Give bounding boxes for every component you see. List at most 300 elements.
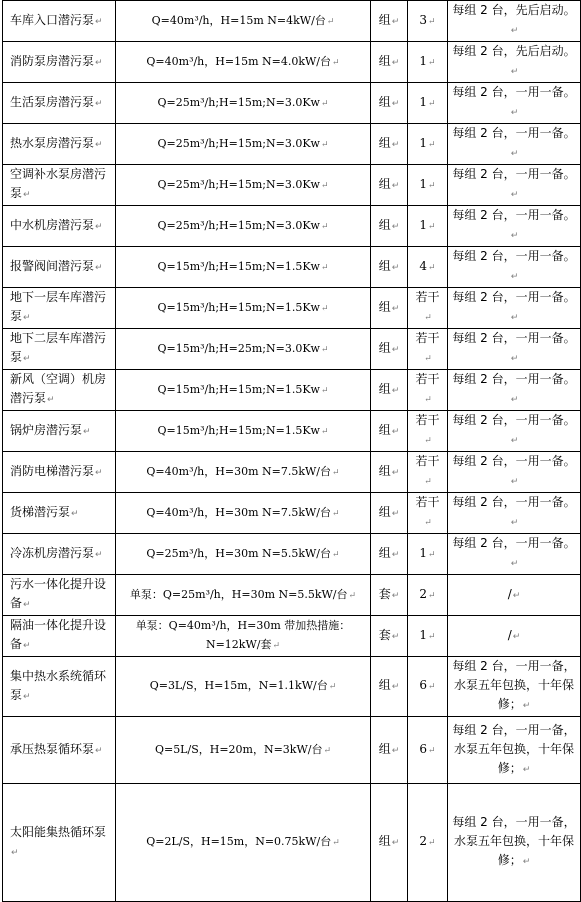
quantity-text: 1 <box>419 627 428 642</box>
table-row <box>3 411 581 452</box>
unit-text: 组 <box>378 463 391 478</box>
paragraph-mark-icon: ↵ <box>510 149 519 159</box>
paragraph-mark-icon: ↵ <box>424 395 432 405</box>
paragraph-mark-icon: ↵ <box>326 16 335 27</box>
paragraph-mark-icon: ↵ <box>510 231 519 241</box>
paragraph-mark-icon: ↵ <box>391 344 400 355</box>
remark-cell <box>448 329 581 370</box>
paragraph-mark-icon: ↵ <box>428 57 436 68</box>
spec-text: Q=5L/S，H=20m，N=3kW/台 <box>154 742 323 756</box>
unit-text: 组 <box>378 217 391 232</box>
paragraph-mark-icon: ↵ <box>71 508 79 519</box>
paragraph-mark-icon: ↵ <box>428 221 436 232</box>
equipment-name-text: 报警阀间潜污泵 <box>10 258 95 273</box>
paragraph-mark-icon: ↵ <box>510 477 519 487</box>
paragraph-mark-icon: ↵ <box>510 190 519 200</box>
paragraph-mark-icon: ↵ <box>95 221 103 232</box>
spec-cell <box>116 42 371 83</box>
paragraph-mark-icon: ↵ <box>428 682 436 692</box>
paragraph-mark-icon: ↵ <box>428 262 436 273</box>
spec-cell <box>116 329 371 370</box>
unit-cell <box>371 575 408 616</box>
spec-text: Q=15m³/h;H=15m;N=1.5Kw <box>157 423 320 437</box>
spec-text: Q=2L/S，H=15m，N=0.75kW/台 <box>146 835 332 848</box>
remark-cell <box>448 575 581 616</box>
paragraph-mark-icon: ↵ <box>332 508 340 519</box>
paragraph-mark-icon: ↵ <box>510 559 519 569</box>
paragraph-mark-icon: ↵ <box>332 549 340 560</box>
table-row <box>3 288 581 329</box>
quantity-cell <box>408 370 448 411</box>
equipment-name-cell <box>3 616 116 657</box>
equipment-name-text: 集中热水系统循环泵 <box>10 668 107 702</box>
spec-text: Q=15m³/h;H=15m;N=1.5Kw <box>157 300 320 314</box>
paragraph-mark-icon: ↵ <box>510 518 519 528</box>
unit-cell <box>371 657 408 717</box>
paragraph-mark-icon: ↵ <box>391 221 400 232</box>
paragraph-mark-icon: ↵ <box>391 682 400 692</box>
unit-cell <box>371 165 408 206</box>
unit-cell <box>371 370 408 411</box>
table-row <box>3 1 581 42</box>
paragraph-mark-icon: ↵ <box>391 549 400 560</box>
table-row <box>3 42 581 83</box>
equipment-name-text: 锅炉房潜污泵 <box>10 422 83 437</box>
equipment-name-text: 承压热泵循环泵 <box>10 741 95 756</box>
equipment-name-text: 中水机房潜污泵 <box>10 217 95 232</box>
spec-text: Q=40m³/h，H=30m N=7.5kW/台 <box>146 464 332 478</box>
paragraph-mark-icon: ↵ <box>424 354 432 364</box>
remark-cell <box>448 534 581 575</box>
equipment-name-cell <box>3 493 116 534</box>
equipment-name-cell <box>3 329 116 370</box>
quantity-text: 2 <box>419 834 428 848</box>
paragraph-mark-icon: ↵ <box>391 16 400 27</box>
quantity-text: 2 <box>419 586 428 601</box>
spec-cell <box>116 575 371 616</box>
equipment-name-text: 生活泵房潜污泵 <box>10 94 95 109</box>
paragraph-mark-icon: ↵ <box>47 395 55 405</box>
equipment-name-cell <box>3 247 116 288</box>
table-row <box>3 616 581 657</box>
remark-text: / <box>507 627 512 642</box>
paragraph-mark-icon: ↵ <box>95 262 103 273</box>
paragraph-mark-icon: ↵ <box>510 395 519 405</box>
unit-cell <box>371 717 408 784</box>
unit-cell <box>371 83 408 124</box>
table-row <box>3 206 581 247</box>
table-row <box>3 452 581 493</box>
equipment-name-cell <box>3 124 116 165</box>
paragraph-mark-icon: ↵ <box>510 354 519 364</box>
paragraph-mark-icon: ↵ <box>320 385 329 396</box>
equipment-name-text: 冷冻机房潜污泵 <box>10 545 95 560</box>
spec-cell <box>116 247 371 288</box>
equipment-name-text: 地下二层车库潜污泵 <box>10 331 107 364</box>
unit-text: 组 <box>378 504 391 519</box>
equipment-name-text: 热水泵房潜污泵 <box>10 135 95 150</box>
remark-cell <box>448 165 581 206</box>
unit-text: 组 <box>378 340 391 355</box>
remark-text: 每组 2 台，一用一备。 <box>452 331 576 345</box>
quantity-text: 6 <box>419 678 428 692</box>
paragraph-mark-icon: ↵ <box>95 467 103 478</box>
spec-cell <box>116 370 371 411</box>
quantity-cell <box>408 247 448 288</box>
paragraph-mark-icon: ↵ <box>320 262 329 273</box>
equipment-name-cell <box>3 452 116 493</box>
paragraph-mark-icon: ↵ <box>320 180 329 191</box>
remark-text: / <box>507 586 512 601</box>
unit-text: 组 <box>378 176 391 191</box>
equipment-name-cell <box>3 165 116 206</box>
spec-text: Q=40m³/h，H=15m N=4.0kW/台 <box>146 54 332 68</box>
paragraph-mark-icon: ↵ <box>428 180 436 191</box>
paragraph-mark-icon: ↵ <box>391 467 400 478</box>
remark-text: 每组 2 台，一用一备。 <box>452 85 576 99</box>
remark-cell <box>448 493 581 534</box>
spec-cell <box>116 717 371 784</box>
quantity-text: 1 <box>419 135 428 150</box>
paragraph-mark-icon: ↵ <box>424 518 432 528</box>
quantity-cell <box>408 165 448 206</box>
remark-cell <box>448 288 581 329</box>
quantity-text: 6 <box>419 741 428 756</box>
remark-text: 每组 2 台，一用一备。 <box>452 454 576 468</box>
remark-cell <box>448 616 581 657</box>
spec-cell <box>116 616 371 657</box>
unit-text: 组 <box>378 741 391 756</box>
remark-text: 每组 2 台，一用一备。 <box>452 208 576 222</box>
quantity-text: 若干 <box>415 495 440 509</box>
paragraph-mark-icon: ↵ <box>95 98 103 109</box>
table-row <box>3 657 581 717</box>
quantity-cell <box>408 534 448 575</box>
paragraph-mark-icon: ↵ <box>95 139 103 150</box>
quantity-text: 1 <box>419 176 428 191</box>
spec-text: Q=40m³/h，H=15m N=4kW/台 <box>151 13 326 27</box>
unit-cell <box>371 206 408 247</box>
equipment-name-cell <box>3 411 116 452</box>
quantity-text: 1 <box>419 217 428 232</box>
unit-text: 组 <box>378 135 391 150</box>
equipment-name-text: 消防泵房潜污泵 <box>10 53 95 68</box>
spec-cell <box>116 124 371 165</box>
paragraph-mark-icon: ↵ <box>95 16 103 27</box>
quantity-cell <box>408 329 448 370</box>
remark-cell <box>448 206 581 247</box>
table-row <box>3 165 581 206</box>
equipment-name-cell <box>3 206 116 247</box>
unit-cell <box>371 784 408 902</box>
paragraph-mark-icon: ↵ <box>510 272 519 282</box>
unit-cell <box>371 247 408 288</box>
paragraph-mark-icon: ↵ <box>428 16 436 27</box>
remark-cell <box>448 247 581 288</box>
unit-cell <box>371 534 408 575</box>
paragraph-mark-icon: ↵ <box>428 745 436 756</box>
quantity-cell <box>408 493 448 534</box>
unit-cell <box>371 616 408 657</box>
unit-text: 组 <box>378 545 391 560</box>
equipment-name-cell <box>3 657 116 717</box>
remark-cell <box>448 411 581 452</box>
paragraph-mark-icon: ↵ <box>320 426 329 437</box>
paragraph-mark-icon: ↵ <box>512 590 521 601</box>
unit-text: 组 <box>378 94 391 109</box>
remark-text: 每组 2 台，一用一备。 <box>452 495 576 509</box>
pump-equipment-table <box>2 0 581 902</box>
paragraph-mark-icon: ↵ <box>391 139 400 150</box>
equipment-name-cell <box>3 1 116 42</box>
remark-cell <box>448 452 581 493</box>
remark-text: 每组 2 台，一用一备。 <box>452 413 576 427</box>
paragraph-mark-icon: ↵ <box>320 139 329 150</box>
quantity-cell <box>408 206 448 247</box>
spec-cell <box>116 534 371 575</box>
table-row <box>3 784 581 902</box>
paragraph-mark-icon: ↵ <box>95 745 103 756</box>
paragraph-mark-icon: ↵ <box>332 467 340 478</box>
paragraph-mark-icon: ↵ <box>428 590 436 601</box>
equipment-name-text: 货梯潜污泵 <box>10 504 71 519</box>
equipment-name-cell <box>3 370 116 411</box>
remark-text: 每组 2 台，一用一备。 <box>452 249 576 263</box>
equipment-name-cell <box>3 83 116 124</box>
paragraph-mark-icon: ↵ <box>320 221 329 232</box>
paragraph-mark-icon: ↵ <box>522 701 531 711</box>
equipment-name-text: 空调补水泵房潜污泵 <box>10 167 107 200</box>
quantity-text: 1 <box>419 545 428 560</box>
paragraph-mark-icon: ↵ <box>510 26 519 36</box>
remark-cell <box>448 42 581 83</box>
table-row <box>3 370 581 411</box>
table-row <box>3 124 581 165</box>
unit-cell <box>371 42 408 83</box>
spec-text: 单泵：Q=40m³/h，H=30m 带加热措施：N=12kW/套 <box>135 619 351 651</box>
table-row <box>3 493 581 534</box>
paragraph-mark-icon: ↵ <box>391 508 400 519</box>
paragraph-mark-icon: ↵ <box>510 108 519 118</box>
paragraph-mark-icon: ↵ <box>95 549 103 560</box>
remark-cell <box>448 83 581 124</box>
quantity-cell <box>408 452 448 493</box>
unit-cell <box>371 288 408 329</box>
spec-cell <box>116 452 371 493</box>
equipment-name-text: 新风（空调）机房潜污泵 <box>10 372 107 405</box>
paragraph-mark-icon: ↵ <box>428 549 436 560</box>
paragraph-mark-icon: ↵ <box>522 764 531 775</box>
quantity-text: 4 <box>419 258 428 273</box>
unit-cell <box>371 329 408 370</box>
quantity-cell <box>408 784 448 902</box>
remark-text: 每组 2 台，一用一备。 <box>452 167 576 181</box>
unit-text: 组 <box>378 258 391 273</box>
spec-text: Q=25m³/h，H=30m N=5.5kW/台 <box>146 546 332 560</box>
spec-text: Q=25m³/h;H=15m;N=3.0Kw <box>157 95 320 109</box>
paragraph-mark-icon: ↵ <box>83 426 91 437</box>
table-row <box>3 83 581 124</box>
unit-cell <box>371 411 408 452</box>
unit-text: 套 <box>378 586 391 601</box>
spec-text: Q=3L/S，H=15m，N=1.1kW/台 <box>149 679 328 692</box>
paragraph-mark-icon: ↵ <box>510 436 519 446</box>
paragraph-mark-icon: ↵ <box>348 590 357 601</box>
spec-cell <box>116 493 371 534</box>
quantity-cell <box>408 411 448 452</box>
spec-text: Q=40m³/h，H=30m N=7.5kW/台 <box>146 505 332 519</box>
paragraph-mark-icon: ↵ <box>95 57 103 68</box>
spec-text: Q=15m³/h;H=15m;N=1.5Kw <box>157 259 320 273</box>
spec-cell <box>116 1 371 42</box>
paragraph-mark-icon: ↵ <box>428 631 436 642</box>
spec-cell <box>116 657 371 717</box>
equipment-name-cell <box>3 717 116 784</box>
paragraph-mark-icon: ↵ <box>23 190 31 200</box>
paragraph-mark-icon: ↵ <box>391 98 400 109</box>
spec-cell <box>116 411 371 452</box>
equipment-name-cell <box>3 288 116 329</box>
paragraph-mark-icon: ↵ <box>428 139 436 150</box>
paragraph-mark-icon: ↵ <box>23 641 31 651</box>
paragraph-mark-icon: ↵ <box>510 313 519 323</box>
equipment-name-cell <box>3 42 116 83</box>
unit-text: 组 <box>378 381 391 396</box>
remark-cell <box>448 124 581 165</box>
paragraph-mark-icon: ↵ <box>23 691 31 702</box>
equipment-name-cell <box>3 534 116 575</box>
remark-text: 每组 2 台，一用一备，水泵五年包换，十年保修； <box>452 815 576 867</box>
remark-cell <box>448 370 581 411</box>
spec-cell <box>116 784 371 902</box>
paragraph-mark-icon: ↵ <box>320 303 329 314</box>
unit-text: 组 <box>378 12 391 27</box>
unit-text: 组 <box>378 678 391 692</box>
paragraph-mark-icon: ↵ <box>332 838 340 848</box>
table-row <box>3 575 581 616</box>
paragraph-mark-icon: ↵ <box>323 745 332 756</box>
unit-cell <box>371 1 408 42</box>
paragraph-mark-icon: ↵ <box>391 426 400 437</box>
remark-text: 每组 2 台，先后启动。 <box>452 3 576 17</box>
quantity-cell <box>408 42 448 83</box>
spec-text: 单泵：Q=25m³/h，H=30m N=5.5kW/台 <box>129 587 348 601</box>
paragraph-mark-icon: ↵ <box>424 436 432 446</box>
paragraph-mark-icon: ↵ <box>328 682 337 692</box>
paragraph-mark-icon: ↵ <box>391 180 400 191</box>
remark-text: 每组 2 台，先后启动。 <box>452 44 576 58</box>
unit-text: 组 <box>378 299 391 314</box>
paragraph-mark-icon: ↵ <box>424 313 432 323</box>
quantity-text: 若干 <box>415 413 440 427</box>
equipment-name-text: 地下一层车库潜污泵 <box>10 290 107 323</box>
paragraph-mark-icon: ↵ <box>23 354 31 364</box>
paragraph-mark-icon: ↵ <box>510 67 519 77</box>
paragraph-mark-icon: ↵ <box>391 57 400 68</box>
spec-text: Q=25m³/h;H=15m;N=3.0Kw <box>157 218 320 232</box>
table-row <box>3 534 581 575</box>
equipment-name-text: 车库入口潜污泵 <box>10 12 95 27</box>
paragraph-mark-icon: ↵ <box>424 477 432 487</box>
table-row <box>3 329 581 370</box>
remark-text: 每组 2 台，一用一备。 <box>452 372 576 386</box>
paragraph-mark-icon: ↵ <box>11 847 19 858</box>
spec-text: Q=15m³/h;H=15m;N=1.5Kw <box>157 382 320 396</box>
quantity-cell <box>408 616 448 657</box>
quantity-text: 若干 <box>415 372 440 386</box>
quantity-cell <box>408 657 448 717</box>
equipment-name-cell <box>3 784 116 902</box>
paragraph-mark-icon: ↵ <box>391 303 400 314</box>
quantity-cell <box>408 717 448 784</box>
equipment-name-text: 消防电梯潜污泵 <box>10 463 95 478</box>
table-body <box>3 1 581 902</box>
quantity-text: 若干 <box>415 331 440 345</box>
spec-cell <box>116 165 371 206</box>
spec-cell <box>116 288 371 329</box>
paragraph-mark-icon: ↵ <box>522 857 531 867</box>
spec-cell <box>116 206 371 247</box>
spec-text: Q=15m³/h;H=25m;N=3.0Kw <box>157 341 320 355</box>
paragraph-mark-icon: ↵ <box>391 262 400 273</box>
spec-cell <box>116 83 371 124</box>
equipment-name-cell <box>3 575 116 616</box>
quantity-cell <box>408 288 448 329</box>
paragraph-mark-icon: ↵ <box>320 344 329 355</box>
unit-cell <box>371 124 408 165</box>
remark-text: 每组 2 台，一用一备，水泵五年包换，十年保修； <box>452 659 576 711</box>
quantity-text: 若干 <box>415 454 440 468</box>
quantity-cell <box>408 1 448 42</box>
unit-text: 套 <box>378 627 391 642</box>
unit-text: 组 <box>378 834 391 848</box>
paragraph-mark-icon: ↵ <box>23 313 31 323</box>
remark-cell <box>448 1 581 42</box>
remark-text: 每组 2 台，一用一备。 <box>452 536 576 550</box>
remark-cell <box>448 657 581 717</box>
spec-text: Q=25m³/h;H=15m;N=3.0Kw <box>157 177 320 191</box>
quantity-cell <box>408 83 448 124</box>
unit-cell <box>371 493 408 534</box>
remark-text: 每组 2 台，一用一备。 <box>452 126 576 140</box>
quantity-text: 1 <box>419 53 428 68</box>
paragraph-mark-icon: ↵ <box>428 98 436 109</box>
remark-text: 每组 2 台，一用一备。 <box>452 290 576 304</box>
unit-cell <box>371 452 408 493</box>
remark-cell <box>448 784 581 902</box>
paragraph-mark-icon: ↵ <box>512 631 521 642</box>
paragraph-mark-icon: ↵ <box>391 385 400 396</box>
paragraph-mark-icon: ↵ <box>23 600 31 610</box>
remark-text: 每组 2 台，一用一备，水泵五年包换，十年保修； <box>452 722 576 775</box>
paragraph-mark-icon: ↵ <box>428 838 436 848</box>
quantity-text: 1 <box>419 94 428 109</box>
unit-text: 组 <box>378 422 391 437</box>
equipment-name-text: 污水一体化提升设备 <box>10 577 107 610</box>
paragraph-mark-icon: ↵ <box>332 57 340 68</box>
paragraph-mark-icon: ↵ <box>391 590 400 601</box>
equipment-name-text: 太阳能集热循环泵 <box>10 824 107 839</box>
table-row <box>3 247 581 288</box>
equipment-name-text: 隔油一体化提升设备 <box>10 618 107 651</box>
quantity-text: 3 <box>419 12 428 27</box>
paragraph-mark-icon: ↵ <box>391 631 400 642</box>
paragraph-mark-icon: ↵ <box>391 838 400 848</box>
table-row <box>3 717 581 784</box>
quantity-cell <box>408 575 448 616</box>
quantity-text: 若干 <box>415 290 440 304</box>
paragraph-mark-icon: ↵ <box>320 98 329 109</box>
